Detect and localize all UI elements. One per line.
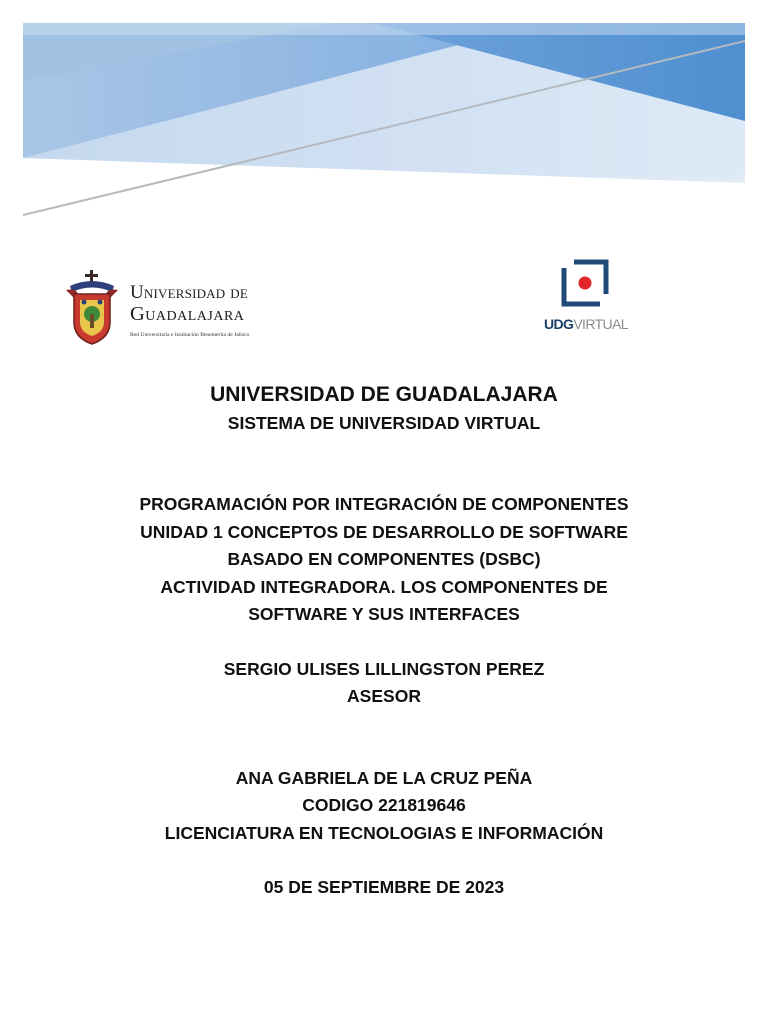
udg-name-line2: Guadalajara	[130, 303, 245, 325]
udg-virtual-wordmark	[538, 316, 634, 332]
udg-virtual-logo	[538, 258, 634, 338]
udg-subtitle: Red Universitaria e Institución Benemérita de Jalisco	[130, 332, 250, 338]
udg-virtual-mark-icon	[560, 258, 612, 310]
advisor-role: ASESOR	[347, 686, 421, 706]
course-line-5: SOFTWARE Y SUS INTERFACES	[248, 604, 520, 624]
student-code: CODIGO 221819646	[302, 795, 466, 815]
wordmark-virtual: VIRTUAL	[573, 316, 628, 332]
header-banner	[23, 23, 745, 219]
course-line-2: UNIDAD 1 CONCEPTOS DE DESARROLLO DE SOFTWARE	[140, 521, 628, 542]
udg-name-line1: Universidad de	[130, 282, 249, 303]
wordmark-udg: UDG	[544, 316, 574, 332]
university-title: UNIVERSIDAD DE GUADALAJARA	[210, 383, 558, 406]
course-line-3: BASADO EN COMPONENTES (DSBC)	[227, 549, 541, 569]
submission-date: 05 DE SEPTIEMBRE DE 2023	[263, 877, 505, 897]
system-title: SISTEMA DE UNIVERSIDAD VIRTUAL	[227, 413, 541, 433]
udg-logo	[64, 268, 294, 348]
student-degree: LICENCIATURA EN TECNOLOGIAS E INFORMACIÓN	[164, 822, 604, 843]
cover-content	[0, 380, 768, 902]
course-line-4: ACTIVIDAD INTEGRADORA. LOS COMPONENTES DE	[160, 576, 608, 597]
udg-crest-icon	[64, 268, 120, 348]
course-line-1: PROGRAMACIÓN POR INTEGRACIÓN DE COMPONENTES	[139, 494, 629, 514]
advisor-name: SERGIO ULISES LILLINGSTON PEREZ	[223, 658, 545, 679]
student-name: ANA GABRIELA DE LA CRUZ PEÑA	[235, 767, 533, 788]
